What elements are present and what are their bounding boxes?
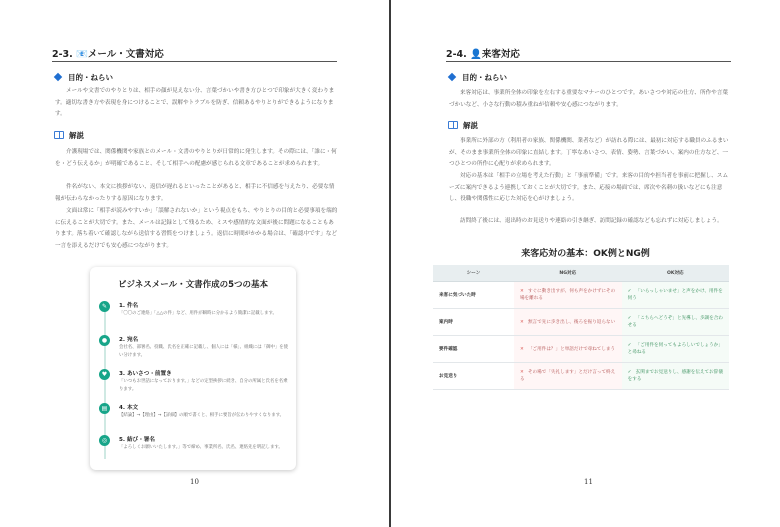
section-title: 2-4. 👤来客対応 — [446, 49, 520, 60]
heart-icon: ♥ — [99, 369, 110, 380]
step-title: 1. 件名 — [119, 303, 139, 309]
explain-paragraph: 文面は常に「相手が読みやすいか」「誤解されないか」という視点をもち、やりとりの目的と必要事項を端的に伝えることが大切です。また、メールは記録として残るため、ミスや感情的な文面が後に問題になることもあります。落ち着いて確認しながら送信する習慣をつけましょう。返信に時間がかかる場合は、「確認中です」など一言を添えるだけでも安心感につながります。 — [55, 208, 338, 249]
step-desc: 「いつもお世話になっております。」などの定型挨拶に続き、自分の所属と氏名を名乗ります。 — [119, 379, 288, 392]
ng-cell — [514, 309, 622, 336]
cross-icon: ✕ — [519, 319, 524, 325]
ng-cell — [514, 363, 622, 390]
step-desc: 【結論】→【理由】→【詳細】の順で書くと、相手に要旨が伝わりやすくなります。 — [119, 413, 285, 418]
section-rule — [52, 61, 337, 62]
step-title: 4. 本文 — [119, 405, 139, 411]
scene-cell: 来客に気づいた時 — [433, 282, 514, 309]
ok-text: 玄関までお見送りし、感謝を伝えてお辞儀をする — [627, 370, 723, 382]
ng-text: 「ご用件は？」と単語だけで尋ねてしまう — [527, 346, 616, 352]
check-icon: ✓ — [627, 343, 632, 348]
explain-heading-label: 解説 — [69, 131, 84, 140]
table-row — [433, 309, 729, 336]
table-row — [433, 363, 729, 390]
document-icon: ▤ — [99, 403, 110, 414]
column-header: シーン — [433, 265, 514, 282]
check-icon: ✓ — [627, 370, 632, 375]
purpose-heading-label: 目的・ねらい — [68, 73, 113, 82]
ok-text: 「いらっしゃいませ」と声をかけ、用件を伺う — [627, 289, 723, 301]
book-icon — [448, 121, 458, 129]
scene-cell: お見送り — [433, 363, 514, 390]
ng-text: 無言で先に歩き出し、後ろを振り返らない — [527, 319, 616, 325]
step-desc: 「〇〇のご連絡」「△△の件」など、用件が瞬時に分かるよう簡潔に記載します。 — [119, 311, 277, 316]
ok-ng-table — [433, 265, 729, 390]
section-rule — [446, 61, 731, 62]
ok-cell — [622, 309, 729, 336]
table-title: 来客応対の基本：OK例とNG例 — [521, 249, 650, 259]
ok-cell — [622, 363, 729, 390]
basics-card — [90, 267, 296, 470]
scene-cell: 案内時 — [433, 309, 514, 336]
pencil-icon: ✎ — [99, 301, 110, 312]
explain-paragraph: 件名がない、本文に挨拶がない、返信が遅れるといったことがあると、相手に不信感を与えたり、必要な情報が伝わらなかったりする原因になります。 — [55, 184, 335, 202]
explain-heading-label: 解説 — [463, 121, 478, 130]
card-title: ビジネスメール・文書作成の5つの基本 — [118, 280, 268, 290]
step-title: 3. あいさつ・前置き — [119, 371, 172, 377]
purpose-heading — [449, 72, 507, 83]
person-icon: ● — [99, 335, 110, 346]
column-header: NG対応 — [514, 265, 622, 282]
purpose-text: 来客対応は、事業所全体の印象を左右する重要なマナーのひとつです。あいさつや対応の仕方、所作や言葉づかいなど、小さな行動の積み重ねが信頼や安心感につながります。 — [449, 90, 728, 108]
scene-cell: 要件確認 — [433, 336, 514, 363]
page-number: 10 — [190, 478, 199, 486]
book-icon — [54, 131, 64, 139]
globe-icon: ◎ — [99, 435, 110, 446]
check-icon: ✓ — [627, 289, 632, 294]
table-row — [433, 336, 729, 363]
diamond-icon — [448, 73, 456, 81]
explain-paragraph: 事業所に外部の方（利用者の家族、関係機関、業者など）が訪れる際には、最初に対応する職員のふるまいが、そのまま事業所全体の印象に直結します。丁寧なあいさつ、表情、姿勢、言葉づかい、案内の仕方など、一つひとつの所作に心配りが求められます。 — [449, 138, 729, 167]
cross-icon: ✕ — [519, 346, 524, 352]
purpose-text: メールや文書でのやりとりは、相手の顔が見えない分、言葉づかいや書き方ひとつで印象が大きく変わります。適切な書き方や表現を身につけることで、誤解やトラブルを防ぎ、信頼あるやりとりができるようになります。 — [55, 88, 335, 117]
ng-cell — [514, 336, 622, 363]
table-row — [433, 282, 729, 309]
purpose-heading — [55, 72, 113, 83]
explain-heading — [448, 120, 478, 131]
ok-cell — [622, 336, 729, 363]
section-title: 2-3. 📧メール・文書対応 — [52, 49, 164, 60]
explain-heading — [54, 130, 84, 141]
step-title: 5. 結び・署名 — [119, 437, 155, 443]
step-desc: 会社名、部署名、役職、氏名を正確に記載し、個人には「様」、組織には「御中」を使い分けます。 — [119, 345, 289, 358]
ng-cell — [514, 282, 622, 309]
cross-icon: ✕ — [519, 370, 524, 375]
explain-paragraph: 対応の基本は「相手の立場を考えた行動」と「事前準備」です。来客の目的や担当者を事前に把握し、スムーズに案内できるよう連携しておくことが大切です。また、応接の場面では、席次や名刺の扱いなどにも注意し、役職や関係性に応じた対応を心がけましょう。 — [449, 173, 729, 202]
column-header: OK対応 — [622, 265, 729, 282]
check-icon: ✓ — [627, 316, 632, 321]
explain-paragraph: 訪問終了後には、退出時のお見送りや連絡の引き継ぎ、訪問記録の確認なども忘れずに対応しましょう。 — [460, 218, 723, 224]
right-page — [391, 0, 780, 527]
cross-icon: ✕ — [519, 289, 524, 294]
explain-paragraph: 介護現場では、関係機関や家族とのメール・文書のやりとりが日常的に発生します。その際には、「誰に・何を・どう伝えるか」が明確であること、そして相手への配慮が感じられる文章であることが求められます。 — [55, 149, 337, 167]
ok-cell — [622, 282, 729, 309]
step-desc: 「よろしくお願いいたします。」等で締め、事業所名、氏名、連絡先を明記します。 — [119, 445, 283, 450]
purpose-heading-label: 目的・ねらい — [462, 73, 507, 82]
table-header-row — [433, 265, 729, 282]
step-title: 2. 宛名 — [119, 337, 139, 343]
ng-text: すぐに動き出すが、何も声をかけずにその場を離れる — [519, 289, 616, 301]
ng-text: その場で「失礼します」とだけ言って終える — [519, 370, 616, 382]
diamond-icon — [54, 73, 62, 81]
left-page — [0, 0, 389, 527]
ok-text: 「こちらへどうぞ」と先導し、歩調を合わせる — [627, 316, 723, 328]
page-number: 11 — [584, 478, 593, 486]
ok-text: 「ご用件を伺ってもよろしいでしょうか」と尋ねる — [627, 343, 723, 355]
